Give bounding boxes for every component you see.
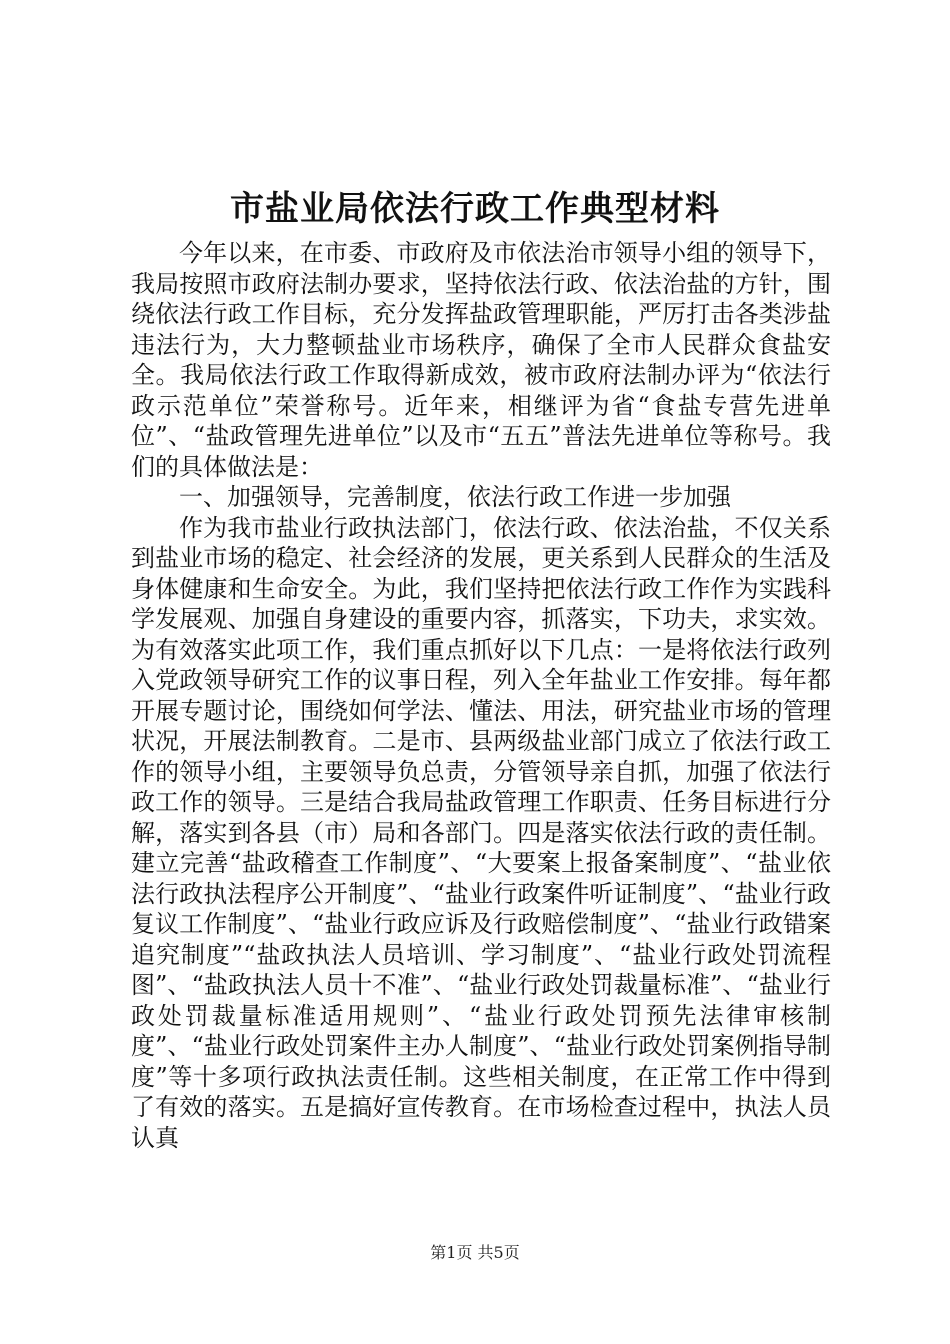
- section-heading: 一、加强领导，完善制度，依法行政工作进一步加强: [179, 483, 731, 511]
- section-paragraph: 作为我市盐业行政执法部门，依法行政、依法治盐，不仅关系到盐业市场的稳定、社会经济的发展，更关系到人民群众的生活及身体健康和生命安全。为此，我们坚持把依法行政工作作为实践科学发展观、加强自身建设的重要内容，抓落实，下功夫，求实效。为有效落实此项工作，我们重点抓好以下几点：一是将依法行政列入党政领导研究工作的议事日程，列入全年盐业工作安排。每年都开展专题讨论，围绕如何学法、懂法、用法，研究盐业市场的管理状况，开展法制教育。二是市、县两级盐业部门成立了依法行政工作的领导小组，主要领导负总责，分管领导亲自抓，加强了依法行政工作的领导。三是结合我局盐政管理工作职责、任务目标进行分解，落实到各县（市）局和各部门。四是落实依法行政的责任制。建立完善“盐政稽查工作制度”、“大要案上报备案制度”、“盐业依法行政执法程序公开制度”、“盐业行政案件听证制度”、“盐业行政复议工作制度”、“盐业行政应诉及行政赔偿制度”、“盐业行政错案追究制度”“盐政执法人员培训、学习制度”、“盐业行政处罚流程图”、“盐政执法人员十不准”、“盐业行政处罚裁量标准”、“盐业行政处罚裁量标准适用规则”、“盐业行政处罚预先法律审核制度”、“盐业行政处罚案件主办人制度”、“盐业行政处罚案例指导制度”等十多项行政执法责任制。这些相关制度，在正常工作中得到了有效的落实。五是搞好宣传教育。在市场检查过程中，执法人员认真: [131, 513, 831, 1152]
- intro-paragraph: 今年以来，在市委、市政府及市依法治市领导小组的领导下，我局按照市政府法制办要求，坚持依法行政、依法治盐的方针，围绕依法行政工作目标，充分发挥盐政管理职能，严厉打击各类涉盐违法行为，大力整顿盐业市场秩序，确保了全市人民群众食盐安全。我局依法行政工作取得新成效，被市政府法制办评为“依法行政示范单位”荣誉称号。近年来，相继评为省“食盐专营先进单位”、“盐政管理先进单位”以及市“五五”普法先进单位等称号。我们的具体做法是：: [131, 239, 831, 481]
- document-title: 市盐业局依法行政工作典型材料: [230, 189, 720, 229]
- page-footer: 第1页 共5页: [430, 1243, 520, 1262]
- document-body: [131, 238, 831, 1153]
